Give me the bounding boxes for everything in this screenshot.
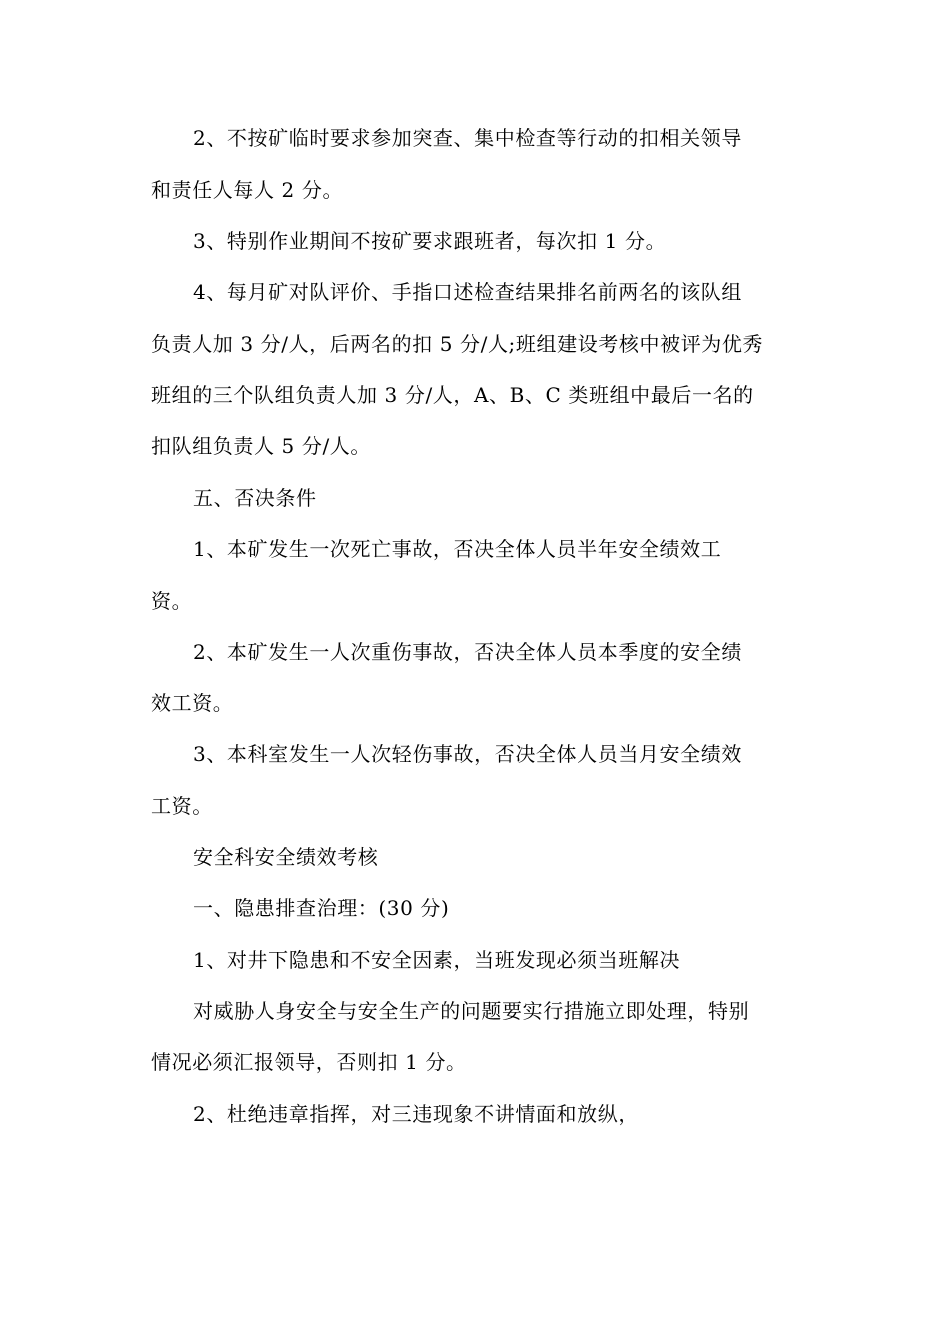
text-line: 负责人加 3 分/人，后两名的扣 5 分/人;班组建设考核中被评为优秀 <box>151 332 764 356</box>
section-heading: 一、隐患排查治理：(30 分) <box>193 896 450 920</box>
section-heading: 五、否决条件 <box>193 486 317 510</box>
text-line: 工资。 <box>151 794 213 818</box>
text-line: 资。 <box>151 589 193 613</box>
text-line: 和责任人每人 2 分。 <box>151 178 344 202</box>
section-title: 安全科安全绩效考核 <box>193 845 379 869</box>
text-line: 4、每月矿对队评价、手指口述检查结果排名前两名的该队组 <box>193 280 742 304</box>
text-line: 扣队组负责人 5 分/人。 <box>151 434 371 458</box>
text-line: 对威胁人身安全与安全生产的问题要实行措施立即处理，特别 <box>193 999 750 1023</box>
text-line: 3、本科室发生一人次轻伤事故，否决全体人员当月安全绩效 <box>193 742 742 766</box>
text-line: 2、本矿发生一人次重伤事故，否决全体人员本季度的安全绩 <box>193 640 742 664</box>
text-line: 效工资。 <box>151 691 234 715</box>
text-line: 班组的三个队组负责人加 3 分/人，A、B、C 类班组中最后一名的 <box>151 383 754 407</box>
text-line: 2、杜绝违章指挥，对三违现象不讲情面和放纵， <box>193 1102 639 1126</box>
text-line: 1、对井下隐患和不安全因素，当班发现必须当班解决 <box>193 948 681 972</box>
text-line: 2、不按矿临时要求参加突查、集中检查等行动的扣相关领导 <box>193 126 742 150</box>
text-line: 3、特别作业期间不按矿要求跟班者，每次扣 1 分。 <box>193 229 667 253</box>
text-line: 1、本矿发生一次死亡事故，否决全体人员半年安全绩效工 <box>193 537 722 561</box>
text-line: 情况必须汇报领导，否则扣 1 分。 <box>151 1050 467 1074</box>
